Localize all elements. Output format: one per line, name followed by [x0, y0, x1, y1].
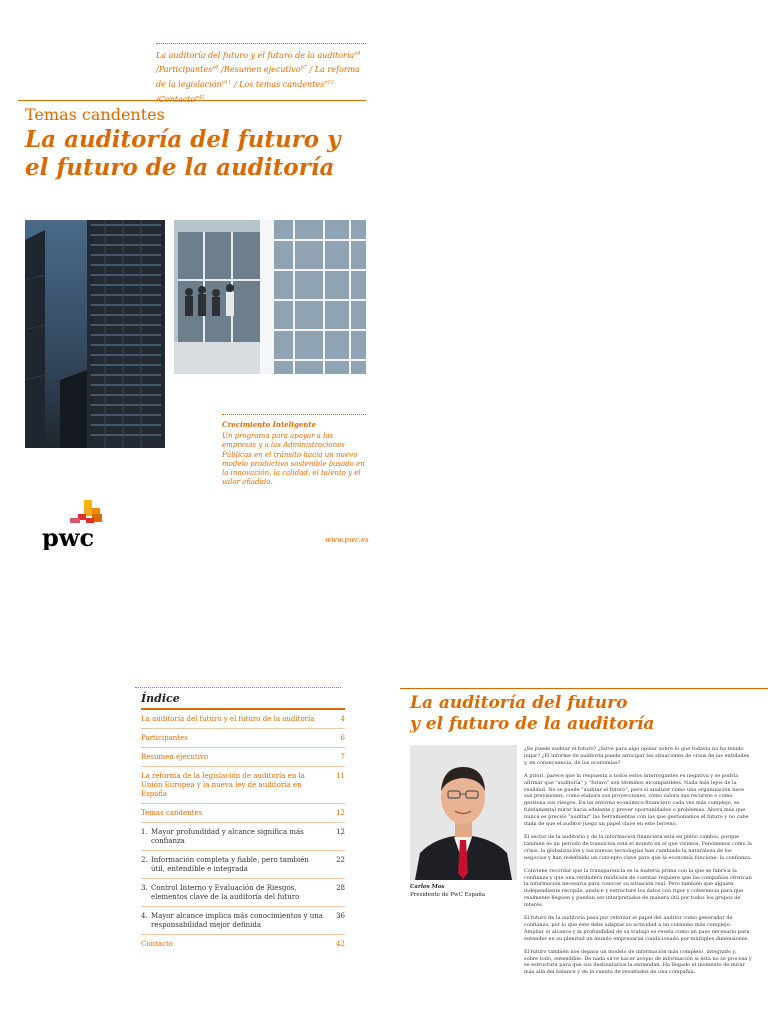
- toc-item[interactable]: [141, 747, 345, 766]
- toc-item[interactable]: [141, 728, 345, 747]
- toc-item-page: 12: [336, 828, 345, 836]
- office-people-photo: [174, 220, 366, 374]
- pwc-logo-text: pwc: [42, 523, 95, 550]
- toc-item-label: [141, 828, 323, 846]
- tagline-text: Un programa para apoyar a las empresas y a las Administraciones Públicas en el tránsito hacia un nuevo modelo productivo sostenible basado en la innovación, la calidad, el talento y el valor añadido.: [222, 432, 365, 487]
- breadcrumb-link-auditoria[interactable]: La auditoría del futuro y el futuro de la auditoría$^{p4}$: [156, 50, 361, 60]
- portrait-caption-role: Presidente de PwC España: [410, 892, 486, 898]
- article-paragraph: ¿Se puede auditar el futuro? ¿Sirve para algo opinar sobre lo que todavía no ha tenido lugar? ¿El informe de auditoría puede anticipar las situaciones de crisis de las entidades y, en consecuencia, de las economías?: [524, 746, 750, 766]
- article-title-line2: y el futuro de la auditoría: [410, 714, 655, 734]
- toc-item-number: 1.: [141, 828, 148, 836]
- tagline-box: [222, 414, 366, 488]
- cover-title-line1: La auditoría del futuro y: [25, 126, 341, 153]
- toc-item-label: [141, 856, 323, 874]
- toc-item-page: 28: [336, 884, 345, 892]
- toc-item-text: Mayor alcance implica más conocimientos y una responsabilidad mejor definida: [151, 912, 323, 929]
- toc-item-page: 42: [336, 940, 345, 948]
- toc-item-text: La auditoría del futuro y el futuro de la auditoría: [141, 715, 315, 723]
- toc-item-label: [141, 772, 323, 799]
- toc-item-page: 4: [340, 715, 345, 723]
- toc-item-label: [141, 715, 323, 724]
- toc-divider: [135, 687, 341, 688]
- article-title-line1: La auditoría del futuro: [410, 693, 628, 713]
- breadcrumb-link-resumen[interactable]: /Resumen ejecutivo$^{p7}$: [221, 64, 307, 75]
- toc-item-label: [141, 912, 323, 930]
- toc-item-number: 2.: [141, 856, 148, 864]
- toc-item-number: 4.: [141, 912, 148, 920]
- toc-item[interactable]: [141, 906, 345, 934]
- pwc-logo: [40, 498, 112, 550]
- toc-item-text: Información completa y fiable, pero también útil, entendible e integrada: [151, 856, 309, 873]
- toc-item-text: Mayor profundidad y alcance significa más confianza: [151, 828, 304, 845]
- toc-item-number: 3.: [141, 884, 148, 892]
- article-paragraph: A priori, parece que la respuesta a todos estos interrogantes es negativa y se podría afirmar que "auditoría" y "futuro" son términos incompatibles. Nada más lejos de la realidad. No se puede "auditar el futuro", pero sí analizar cómo una organización hace sus previsiones, cómo elabora sus proyecciones, cómo valora sus recursos o cómo gestiona sus riesgos. En un entorno económico-financiero cada vez más complejo, es fundamental mirar hacia adelante y prever oportunidades o problemas. Ahora más que nunca es preciso "auditar" las herramientas con las que gestionamos el futuro y no cabe duda de que el auditor juega un papel clave en este terreno.: [524, 772, 749, 828]
- toc-item[interactable]: [141, 822, 345, 850]
- tagline-title: Crecimiento Inteligente: [222, 420, 317, 429]
- toc-item-page: 6: [340, 734, 345, 742]
- toc-item-label: [141, 940, 323, 949]
- pwc-url-link[interactable]: www.pwc.es: [325, 536, 369, 544]
- toc-heading: Índice: [141, 692, 180, 705]
- portrait-caption-name: Carlos Mas: [410, 884, 445, 890]
- toc-item-page: 12: [336, 809, 345, 817]
- article-divider: [400, 688, 768, 689]
- breadcrumb-link-reforma[interactable]: / La reforma de la legislación$^{p11}$: [156, 65, 360, 89]
- toc-item-page: 22: [336, 856, 345, 864]
- article-paragraph: El sector de la auditoría y de la información financiera está en pleno cambio, porque también es un período de transición está el mundo en el que vivimos. Fenómenos como la crisis, la globalización y las nuevas tecnologías han cambiado la naturaleza de los negocios y han redefinido un concepto clave para que la economía funcione: la confianza.: [524, 833, 752, 861]
- toc-item-text: Contacto: [141, 940, 174, 948]
- toc-item-page: 11: [336, 772, 345, 780]
- article-paragraph: Conviene recordar que la transparencia es la materia prima con la que se fabrica la confianza y que una verdadera rendición de cuentas requiere que las compañías ofrezcan la información necesaria para conocer su situación real. Pero también que alguien independiente recopile, analice y estructure los datos con rigor y coherencia para que realmente lleguen y puedan ser interpretados de manera útil por todos los grupos de interés.: [524, 867, 752, 909]
- toc-item-text: Participantes: [141, 734, 188, 742]
- article-title: [410, 693, 750, 735]
- toc-item[interactable]: [141, 878, 345, 906]
- cover-title-line2: el futuro de la auditoría: [25, 154, 335, 181]
- toc-item-text: Resumen ejecutivo: [141, 753, 209, 761]
- portrait-photo: [410, 745, 517, 880]
- breadcrumb-link-participantes[interactable]: /Participantes$^{p6}$: [156, 64, 219, 75]
- cover-title: [25, 126, 370, 182]
- table-of-contents: [141, 708, 345, 953]
- toc-item-label: [141, 809, 323, 818]
- cover-subtitle: Temas candentes: [25, 105, 165, 124]
- toc-item-text: Temas candentes: [141, 809, 203, 817]
- article-body: [524, 746, 752, 982]
- toc-item[interactable]: [141, 766, 345, 803]
- toc-item-label: [141, 884, 323, 902]
- breadcrumb-link-temas[interactable]: / Los temas candentes$^{p12}$: [233, 79, 334, 89]
- toc-item-text: Control Interno y Evaluación de Riesgos, elementos clave de la auditoría del futuro: [151, 884, 300, 901]
- breadcrumb: [156, 43, 366, 106]
- toc-item[interactable]: [141, 803, 345, 822]
- skyscraper-photo: [25, 220, 165, 448]
- toc-item[interactable]: [141, 934, 345, 953]
- article-paragraph: El futuro también nos depara un modelo de información más completo, integrado y, sobre todo, entendible. De nada sirve hacer acopio de información si ésta no se procesa y se estructura para que sus destinatarios la entiendan. Ha llegado el momento de mirar más allá del balance y de la cuenta de resultados de una compañía.: [524, 948, 752, 976]
- toc-item-page: 36: [336, 912, 345, 920]
- toc-item-label: [141, 734, 323, 743]
- toc-item[interactable]: [141, 708, 345, 728]
- toc-item[interactable]: [141, 850, 345, 878]
- cover-divider: [18, 100, 366, 101]
- breadcrumb-link-contacto[interactable]: /Contacto$^{p42}$: [156, 93, 205, 104]
- toc-item-text: La reforma de la legislación de auditoría en la Unión Europea y la nueva ley de auditoría en España: [141, 772, 305, 798]
- toc-item-label: [141, 753, 323, 762]
- article-paragraph: El futuro de la auditoría pasa por reforzar el papel del auditor como generador de confianza, por lo que éste debe adaptar su actividad a un consumo más complejo. Ampliar el alcance y la profundidad de su trabajo se revela como un paso necesario para entender en su plenitud un mundo empresarial condicionado por múltiples dimensiones.: [524, 915, 750, 942]
- toc-item-page: 7: [340, 753, 345, 761]
